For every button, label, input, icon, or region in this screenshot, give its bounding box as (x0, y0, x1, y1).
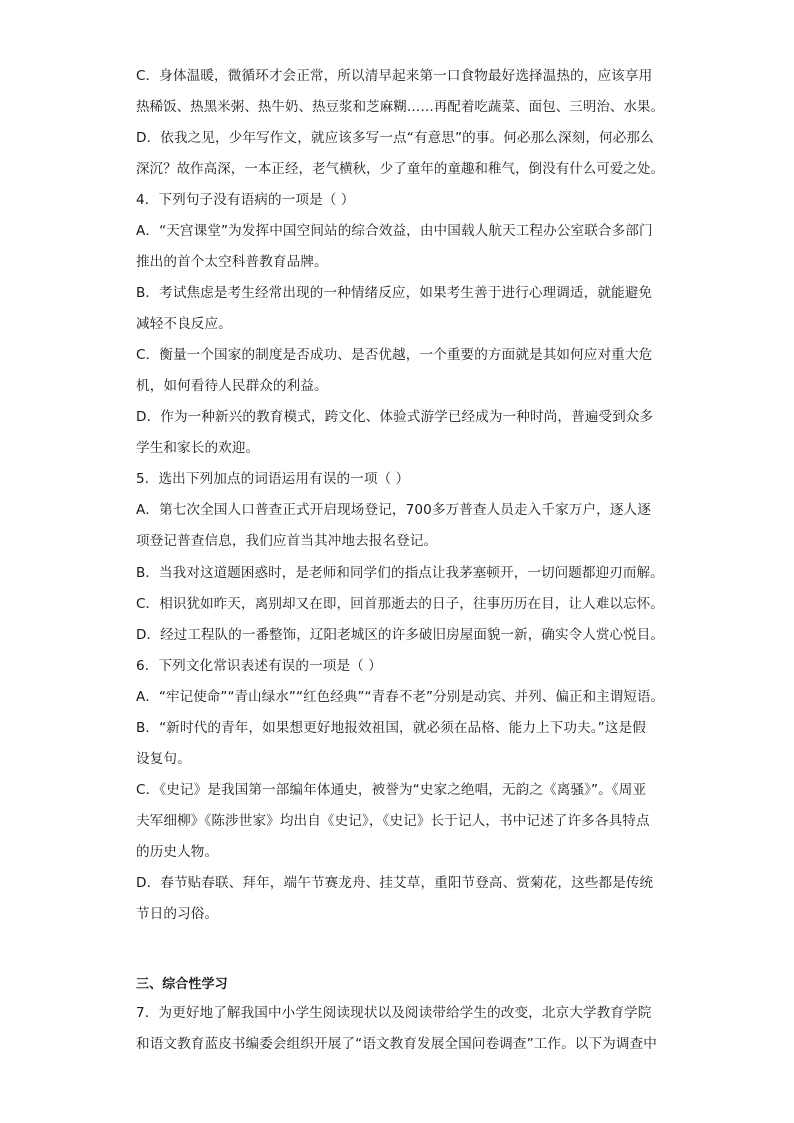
text-line: 深沉？故作高深，一本正经，老气横秋，少了童年的童趣和稚气，倒没有什么可爱之处。 (136, 161, 665, 177)
text-line: 机，如何看待人民群众的利益。 (136, 378, 328, 394)
question-4-stem: 4．下列句子没有语病的一项是（ ） (136, 192, 355, 208)
section-heading: 三、综合性学习 (136, 977, 228, 992)
question-5-stem: 5．选出下列加点的词语运用有误的一项（ ） (136, 471, 410, 487)
text-line: B．“新时代的青年，如果想更好地报效祖国，就必须在品格、能力上下功夫。”这是假 (136, 720, 646, 736)
text-line: D．依我之见，少年写作文，就应该多写一点“有意思”的事。何必那么深刻，何必那么 (136, 130, 654, 146)
question-7-stem: 7．为更好地了解我国中小学生阅读现状以及阅读带给学生的改变，北京大学教育学院 (136, 1005, 652, 1021)
text-line: D．作为一种新兴的教育模式，跨文化、体验式游学已经成为一种时尚，普遍受到众多 (136, 409, 654, 425)
text-line: 夫军细柳》《陈涉世家》均出自《史记》，《史记》长于记人，书中记述了许多各具特点 (136, 813, 650, 829)
text-line: 学生和家长的欢迎。 (136, 440, 260, 456)
text-line: B．考试焦虑是考生经常出现的一种情绪反应，如果考生善于进行心理调适，就能避免 (136, 285, 653, 301)
text-line: A．第七次全国人口普查正式开启现场登记，700多万普查人员走入千家万户，逐人逐 (136, 502, 651, 518)
text-line: 节日的习俗。 (136, 906, 219, 922)
text-line: C．衡量一个国家的制度是否成功、是否优越，一个重要的方面就是其如何应对重大危 (136, 347, 653, 363)
text-line: 和语文教育蓝皮书编委会组织开展了“语文教育发展全国问卷调查”工作。以下为调查中 (136, 1036, 657, 1052)
text-line: 推出的首个太空科普教育品牌。 (136, 254, 328, 270)
text-line: A．“天宫课堂”为发挥中国空间站的综合效益，由中国载人航天工程办公室联合多部门 (136, 223, 653, 239)
text-line: 减轻不良反应。 (136, 316, 232, 332)
text-line: D．经过工程队的一番整饰，辽阳老城区的许多破旧房屋面貌一新，确实令人赏心悦目。 (136, 627, 664, 643)
text-line: B．当我对这道题困惑时，是老师和同学们的指点让我茅塞顿开，一切问题都迎刃而解。 (136, 565, 664, 581)
text-line: A．“牢记使命”“青山绿水”“红色经典”“青春不老”分别是动宾、并列、偏正和主谓短语。 (136, 689, 665, 705)
text-line: 项登记普查信息，我们应首当其冲地去报名登记。 (136, 533, 438, 549)
question-6-stem: 6．下列文化常识表述有误的一项是（ ） (136, 658, 382, 674)
text-line: 热稀饭、热黑米粥、热牛奶、热豆浆和芝麻糊……再配着吃蔬菜、面包、三明治、水果。 (136, 99, 665, 115)
text-line: 设复句。 (136, 751, 191, 767)
text-line: 的历史人物。 (136, 844, 219, 860)
text-line: D．春节贴春联、拜年，端午节赛龙舟、挂艾草，重阳节登高、赏菊花，这些都是传统 (136, 875, 654, 891)
text-line: C．相识犹如昨天，离别却又在即，回首那逝去的日子，往事历历在目，让人难以忘怀。 (136, 596, 664, 612)
text-line: C．《史记》是我国第一部编年体通史，被誉为“史家之绝唱，无韵之《离骚》”。《周亚 (136, 782, 647, 798)
text-line: C．身体温暖，微循环才会正常，所以清早起来第一口食物最好选择温热的，应该享用 (136, 68, 653, 84)
